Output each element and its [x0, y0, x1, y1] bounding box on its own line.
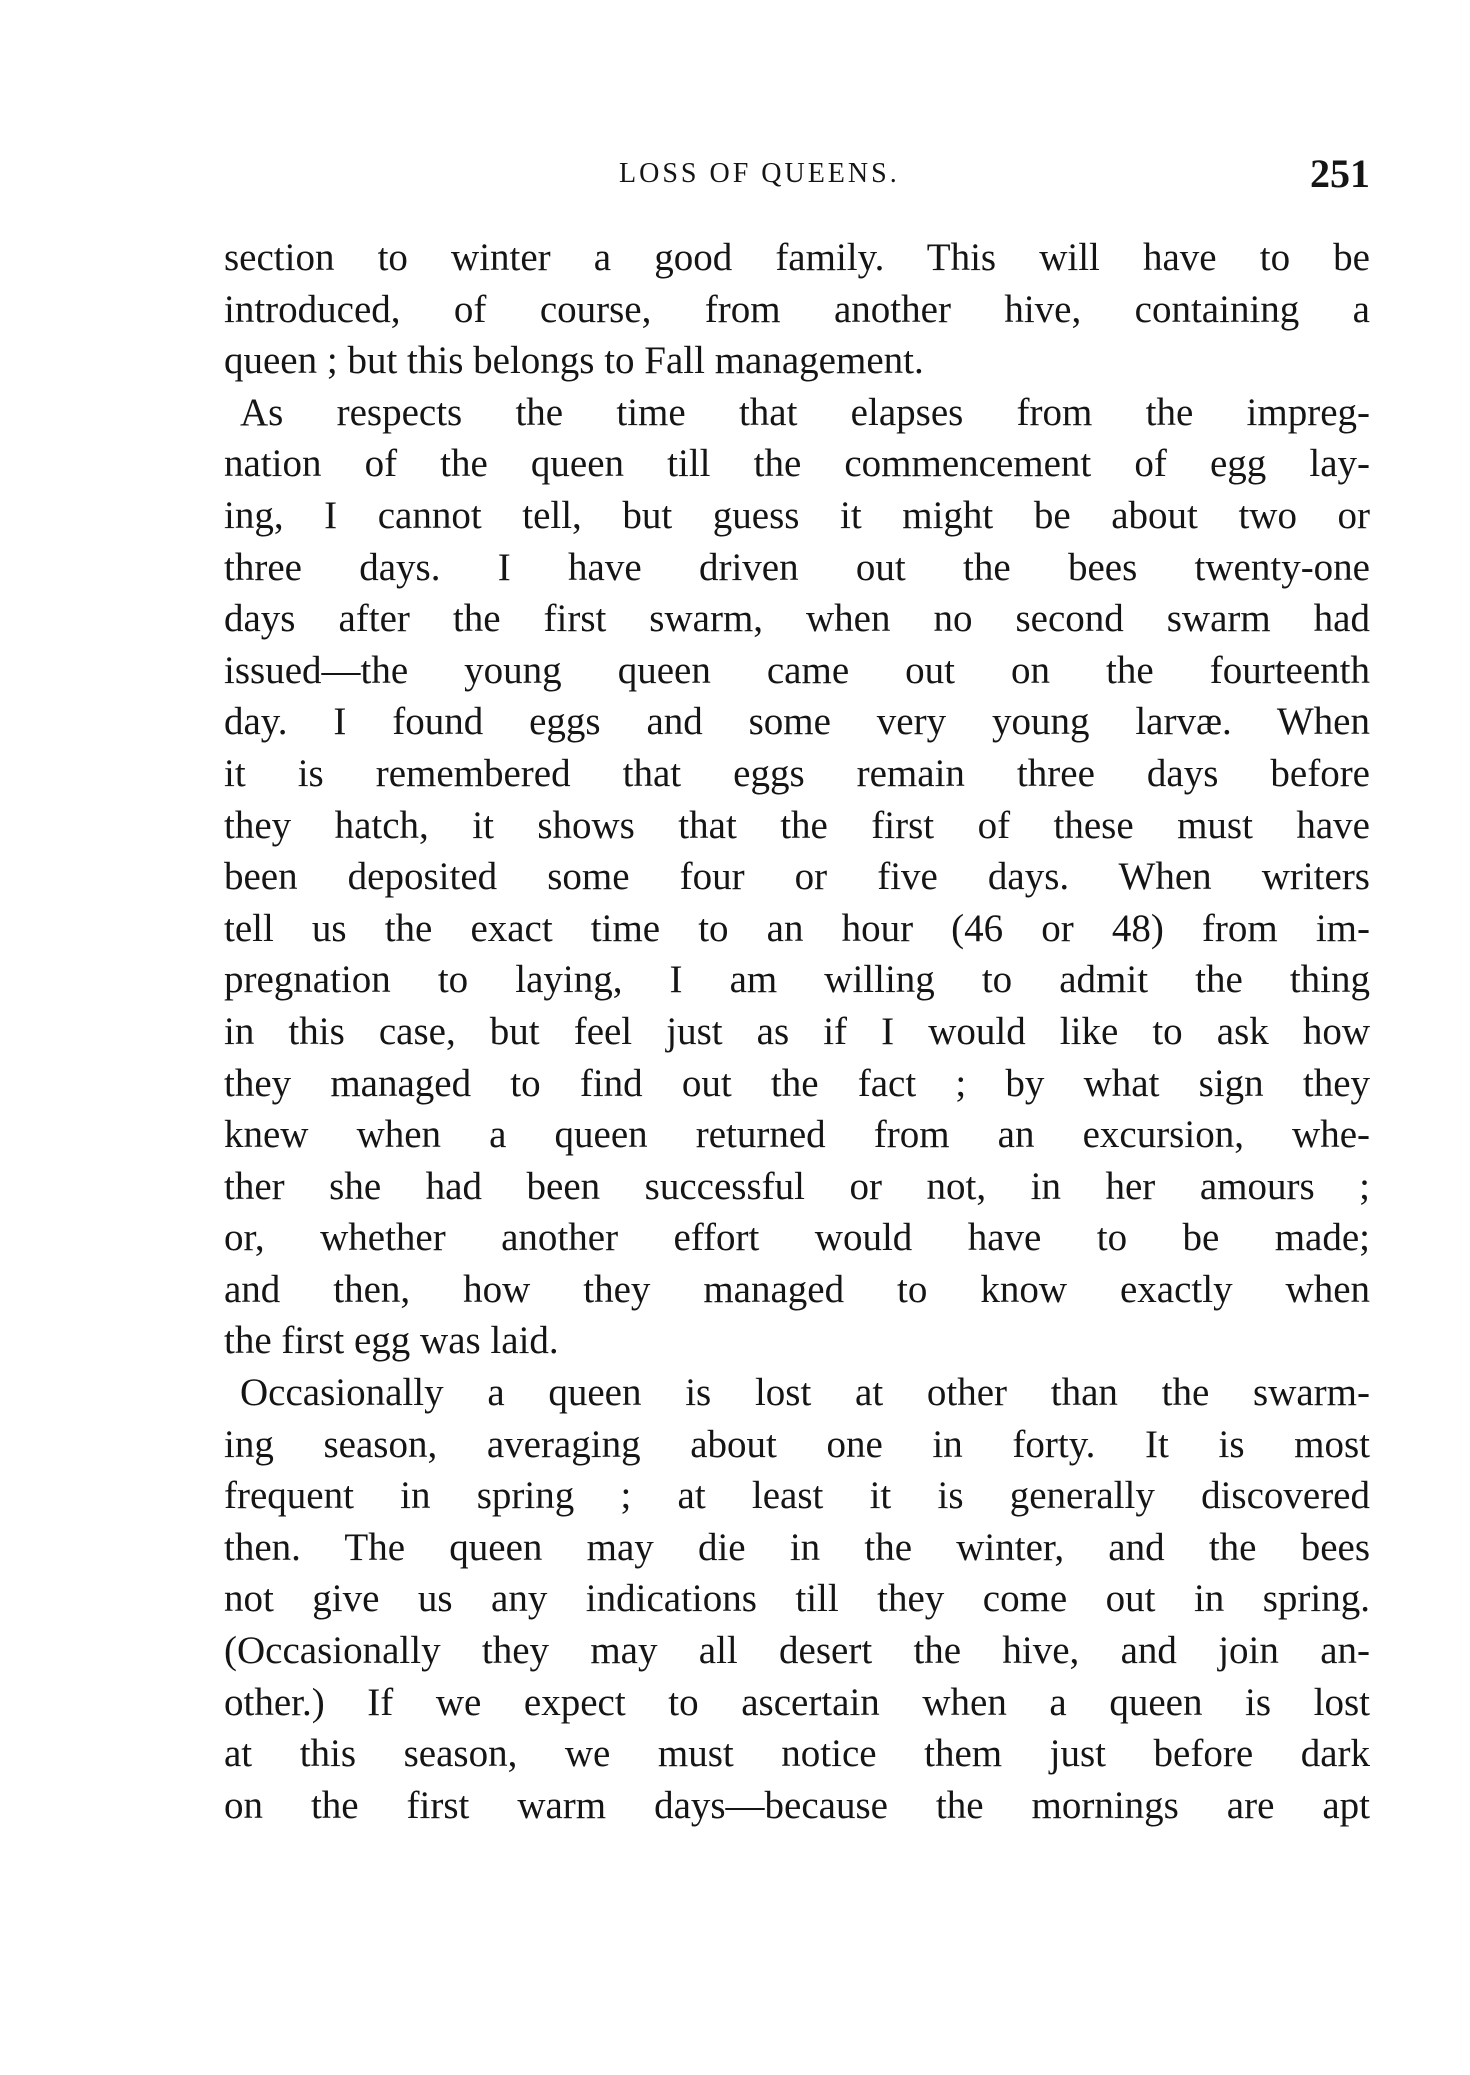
text-line: As respects the time that elapses from the impreg-: [240, 390, 1370, 434]
text-line: not give us any indications till they come out in spring.: [224, 1577, 1370, 1621]
text-line: days after the first swarm, when no second swarm had: [224, 597, 1370, 641]
text-line: at this season, we must notice them just before dark: [224, 1732, 1370, 1776]
text-line: knew when a queen returned from an excursion, whe-: [224, 1113, 1370, 1157]
body-text: [224, 232, 1370, 1831]
text-line: it is remembered that eggs remain three days before: [224, 751, 1370, 795]
page-number: 251: [1310, 151, 1370, 196]
text-line: they managed to find out the fact ; by what sign they: [224, 1061, 1370, 1105]
text-line: then. The queen may die in the winter, and the bees: [224, 1525, 1370, 1569]
text-line: issued—the young queen came out on the fourteenth: [224, 648, 1370, 692]
text-line: Occasionally a queen is lost at other than the swarm-: [240, 1371, 1370, 1415]
text-line: queen ; but this belongs to Fall management.: [224, 339, 924, 383]
chapter-running-title: LOSS OF QUEENS.: [619, 158, 900, 189]
text-line: on the first warm days—because the mornings are apt: [224, 1783, 1370, 1827]
running-head: [224, 150, 1370, 200]
text-line: and then, how they managed to know exactly when: [224, 1267, 1370, 1311]
text-line: section to winter a good family. This will have to be: [224, 236, 1370, 279]
text-line: ing season, averaging about one in forty. It is most: [224, 1422, 1370, 1466]
text-line: ther she had been successful or not, in her amours ;: [224, 1164, 1370, 1208]
text-line: tell us the exact time to an hour (46 or 48) from im-: [224, 906, 1370, 950]
text-line: day. I found eggs and some very young larvæ. When: [224, 700, 1370, 744]
text-line: three days. I have driven out the bees twenty-one: [224, 545, 1370, 589]
text-line: pregnation to laying, I am willing to admit the thing: [224, 958, 1370, 1002]
text-line: nation of the queen till the commencement of egg lay-: [224, 442, 1370, 486]
text-line: been deposited some four or five days. When writers: [224, 855, 1370, 899]
text-line: other.) If we expect to ascertain when a queen is lost: [224, 1680, 1370, 1724]
text-line: introduced, of course, from another hive, containing a: [224, 287, 1370, 331]
text-line: in this case, but feel just as if I would like to ask how: [224, 1009, 1370, 1053]
text-line: frequent in spring ; at least it is generally discovered: [224, 1474, 1370, 1518]
text-line: ing, I cannot tell, but guess it might be about two or: [224, 493, 1370, 537]
text-line: (Occasionally they may all desert the hive, and join an-: [224, 1629, 1370, 1673]
text-line: they hatch, it shows that the first of these must have: [224, 803, 1370, 847]
text-line: or, whether another effort would have to be made;: [224, 1216, 1370, 1260]
text-line: the first egg was laid.: [224, 1319, 559, 1363]
